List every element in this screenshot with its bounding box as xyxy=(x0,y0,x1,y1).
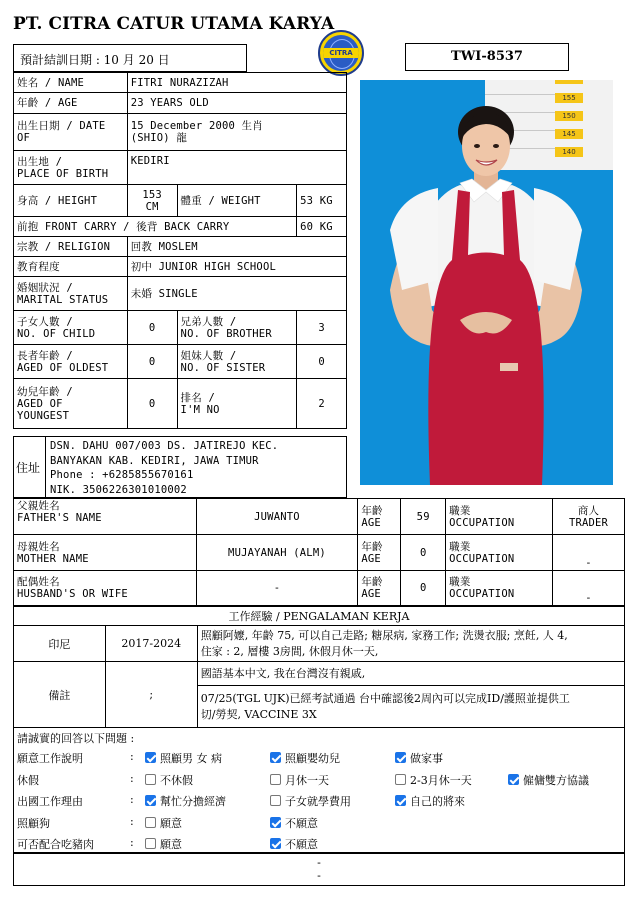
pob-label-en: PLACE OF BIRTH xyxy=(17,167,109,180)
father-age: 59 xyxy=(401,499,446,535)
question-option[interactable] xyxy=(395,793,465,809)
address-line-2: BANYAKAN KAB. KEDIRI, JAWA TIMUR xyxy=(50,454,259,467)
child-value: 0 xyxy=(127,311,177,345)
candidate-photo xyxy=(360,80,613,485)
expected-date: 預計結訓日期 : 10 月 20 日 xyxy=(20,53,170,67)
footer-line-1: - xyxy=(317,856,321,869)
brother-value: 3 xyxy=(297,311,347,345)
checkbox-unchecked-icon[interactable] xyxy=(145,774,156,785)
option-label: 做家事 xyxy=(410,752,443,765)
age-label: 年齡 / AGE xyxy=(14,93,128,114)
experience-table xyxy=(13,606,625,728)
option-label: 不休假 xyxy=(160,773,193,787)
option-label: 願意 xyxy=(160,816,182,830)
logo-text: CITRA xyxy=(323,48,359,58)
mother-age: 0 xyxy=(401,535,446,571)
father-label: 父親姓名 xyxy=(17,500,60,512)
footer-line-2: - xyxy=(317,869,321,882)
address-line-1: DSN. DAHU 007/003 DS. JATIREJO KEC. xyxy=(50,440,279,452)
question-colon: : xyxy=(130,814,134,828)
mother-occ-label-en: OCCUPATION xyxy=(449,552,515,565)
height-value: 153 xyxy=(142,188,162,201)
checkbox-unchecked-icon[interactable] xyxy=(270,774,281,785)
height-tick: 150 xyxy=(555,111,583,121)
rank-value: 2 xyxy=(297,379,347,429)
weight-value: 53 KG xyxy=(297,185,347,217)
question-option[interactable] xyxy=(145,793,226,809)
height-tick: 155 xyxy=(555,93,583,103)
father-occ-label-en: OCCUPATION xyxy=(449,516,515,529)
person-figure xyxy=(360,80,613,485)
company-name: PT. CITRA CATUR UTAMA KARYA xyxy=(13,14,335,34)
spouse-age: 0 xyxy=(401,571,446,606)
name-label: 姓名 / NAME xyxy=(14,73,128,93)
youngest-label: 幼兒年齡 / xyxy=(17,385,73,398)
question-colon: : xyxy=(130,836,134,849)
mother-occ-label: 職業 xyxy=(449,540,471,553)
option-label: 願意 xyxy=(160,838,182,851)
question-option[interactable] xyxy=(145,772,193,788)
spouse-label: 配偶姓名 xyxy=(17,576,60,588)
question-option[interactable] xyxy=(508,772,589,788)
option-label: 子女就學費用 xyxy=(285,795,351,808)
question-colon: : xyxy=(130,771,134,785)
dob-shio: (SHIO) 龍 xyxy=(130,132,188,144)
youngest-value: 0 xyxy=(127,379,177,429)
child-label: 子女人數 / xyxy=(17,315,73,328)
experience-period: 2017-2024 xyxy=(105,626,197,662)
question-option[interactable] xyxy=(270,793,351,809)
question-option[interactable] xyxy=(270,772,329,788)
mother-label-en: MOTHER NAME xyxy=(17,552,89,565)
address-nik: NIK. 3506226301010002 xyxy=(50,483,187,496)
address-phone: Phone : +6285855670161 xyxy=(50,469,194,481)
pob-value: KEDIRI xyxy=(127,151,346,185)
remarks-separator: ; xyxy=(105,662,197,728)
name-value: FITRI NURAZIZAH xyxy=(127,73,346,93)
family-table xyxy=(13,498,625,606)
spouse-age-label-en: AGE xyxy=(361,588,381,600)
checkbox-checked-icon[interactable] xyxy=(270,752,281,763)
remarks-line-1: 國語基本中文, 我在台灣沒有親戚, xyxy=(198,662,624,686)
oldest-value: 0 xyxy=(127,345,177,379)
marital-label-en: MARITAL STATUS xyxy=(17,293,109,306)
option-label: 月休一天 xyxy=(285,773,329,787)
brother-label: 兄弟人數 / xyxy=(180,315,237,328)
education-label: 教育程度 xyxy=(14,257,128,277)
question-option[interactable] xyxy=(395,772,472,788)
citra-logo xyxy=(318,30,364,76)
question-colon: : xyxy=(130,750,134,763)
question-option[interactable] xyxy=(270,836,318,852)
sister-label: 姐妹人數 / xyxy=(180,349,237,362)
question-label: 出國工作理由 xyxy=(17,795,83,808)
option-label: 自己的將來 xyxy=(410,795,465,808)
option-label: 照顧男 女 病 xyxy=(160,752,222,765)
mother-occupation: - xyxy=(553,535,625,571)
brother-label-en: NO. OF BROTHER xyxy=(180,327,272,340)
age-value: 23 YEARS OLD xyxy=(127,93,346,114)
father-age-label: 年齡 xyxy=(361,504,383,517)
rank-label-en: I'M NO xyxy=(180,403,220,416)
reference-code: TWI-8537 xyxy=(405,43,569,71)
mother-age-label-en: AGE xyxy=(361,552,381,565)
checkbox-checked-icon[interactable] xyxy=(395,752,406,763)
personal-info-table xyxy=(13,72,347,429)
weight-label: 體重 / WEIGHT xyxy=(177,185,297,217)
question-colon: : xyxy=(130,793,134,806)
religion-label: 宗教 / RELIGION xyxy=(14,237,128,257)
question-option[interactable] xyxy=(395,750,443,766)
height-tick: 145 xyxy=(555,129,583,139)
carry-value: 60 KG xyxy=(297,217,347,237)
spouse-label-en: HUSBAND'S OR WIFE xyxy=(17,588,128,600)
checkbox-unchecked-icon[interactable] xyxy=(145,817,156,828)
spouse-age-label: 年齡 xyxy=(361,576,383,588)
questions-title: 請誠實的回答以下問題 : xyxy=(17,732,135,745)
question-label: 願意工作說明 xyxy=(17,752,83,765)
marital-label: 婚姻狀況 / xyxy=(17,281,73,294)
checkbox-unchecked-icon[interactable] xyxy=(145,838,156,849)
question-option[interactable] xyxy=(145,836,182,852)
checkbox-checked-icon[interactable] xyxy=(270,838,281,849)
pob-label: 出生地 / xyxy=(17,155,63,168)
oldest-label-en: AGED OF OLDEST xyxy=(17,361,109,374)
spouse-name: - xyxy=(196,571,358,606)
option-label: 照顧嬰幼兒 xyxy=(285,752,340,765)
youngest-label-en1: AGED OF xyxy=(17,397,63,410)
remarks-line-3: 切/勞契, VACCINE 3X xyxy=(200,708,317,721)
oldest-label: 長者年齡 / xyxy=(17,349,73,362)
checkbox-unchecked-icon[interactable] xyxy=(395,774,406,785)
dob-value: 15 December 2000 生肖 xyxy=(130,120,263,132)
mother-name: MUJAYANAH (ALM) xyxy=(196,535,358,571)
checkbox-checked-icon[interactable] xyxy=(508,774,519,785)
father-label-en: FATHER'S NAME xyxy=(17,512,102,524)
question-option[interactable] xyxy=(270,750,340,766)
mother-label: 母親姓名 xyxy=(17,540,60,553)
mother-age-label: 年齡 xyxy=(361,540,383,553)
height-unit: CM xyxy=(145,200,159,213)
father-name: JUWANTO xyxy=(196,499,358,535)
checkbox-checked-icon[interactable] xyxy=(395,795,406,806)
father-occ-label: 職業 xyxy=(449,504,471,517)
father-age-label-en: AGE xyxy=(361,516,381,529)
checkbox-checked-icon[interactable] xyxy=(145,795,156,806)
youngest-label-en2: YOUNGEST xyxy=(17,409,70,422)
sister-value: 0 xyxy=(297,345,347,379)
checkbox-checked-icon[interactable] xyxy=(270,817,281,828)
option-label: 不願意 xyxy=(285,838,318,851)
rank-label: 排名 / xyxy=(180,391,215,404)
question-label: 休假 xyxy=(17,773,39,787)
spouse-occupation: - xyxy=(553,571,625,606)
footer-box xyxy=(13,853,625,886)
dob-label: 出生日期 / DATE OF xyxy=(14,114,128,151)
address-box xyxy=(13,436,347,498)
marital-value: 未婚 SINGLE xyxy=(127,277,346,311)
option-label: 2-3月休一天 xyxy=(410,773,472,787)
checkbox-checked-icon[interactable] xyxy=(145,752,156,763)
experience-desc-1: 照顧阿嬤, 年齡 75, 可以自己走路; 糖尿病, 家務工作; 洗燙衣服; 烹飪, 人 4, xyxy=(200,628,568,642)
experience-title: 工作經驗 / PENGALAMAN KERJA xyxy=(14,607,625,626)
option-label: 幫忙分擔經濟 xyxy=(160,795,226,808)
spouse-occ-label-en: OCCUPATION xyxy=(449,588,515,600)
carry-label: 前抱 FRONT CARRY / 後背 BACK CARRY xyxy=(14,217,297,237)
child-label-en: NO. OF CHILD xyxy=(17,327,96,340)
spouse-occ-label: 職業 xyxy=(449,576,471,588)
father-occupation-en: TRADER xyxy=(568,516,609,529)
experience-desc-2: 住家 : 2, 層樓 3房間, 休假月休一天, xyxy=(200,644,379,658)
expected-date-box xyxy=(13,44,247,72)
option-label: 僱傭雙方協議 xyxy=(523,773,589,787)
question-option[interactable] xyxy=(145,815,182,831)
father-occupation: 商人 xyxy=(577,504,600,517)
checkbox-unchecked-icon[interactable] xyxy=(270,795,281,806)
sister-label-en: NO. OF SISTER xyxy=(180,361,266,374)
height-label: 身高 / HEIGHT xyxy=(14,185,128,217)
religion-value: 回教 MOSLEM xyxy=(127,237,346,257)
remarks-label: 備註 xyxy=(14,662,106,728)
question-option[interactable] xyxy=(270,815,318,831)
option-label: 不願意 xyxy=(285,816,318,830)
question-label: 可否配合吃豬肉 xyxy=(17,838,94,851)
address-label: 住址 xyxy=(16,461,41,475)
height-tick: 140 xyxy=(555,147,583,157)
experience-country: 印尼 xyxy=(14,626,106,662)
question-label: 照顧狗 xyxy=(17,816,50,830)
education-value: 初中 JUNIOR HIGH SCHOOL xyxy=(127,257,346,277)
question-option[interactable] xyxy=(145,750,222,766)
remarks-line-2: 07/25(TGL UJK)已經考試通過 台中確認後2周內可以完成ID/護照並提供工 xyxy=(200,692,570,705)
